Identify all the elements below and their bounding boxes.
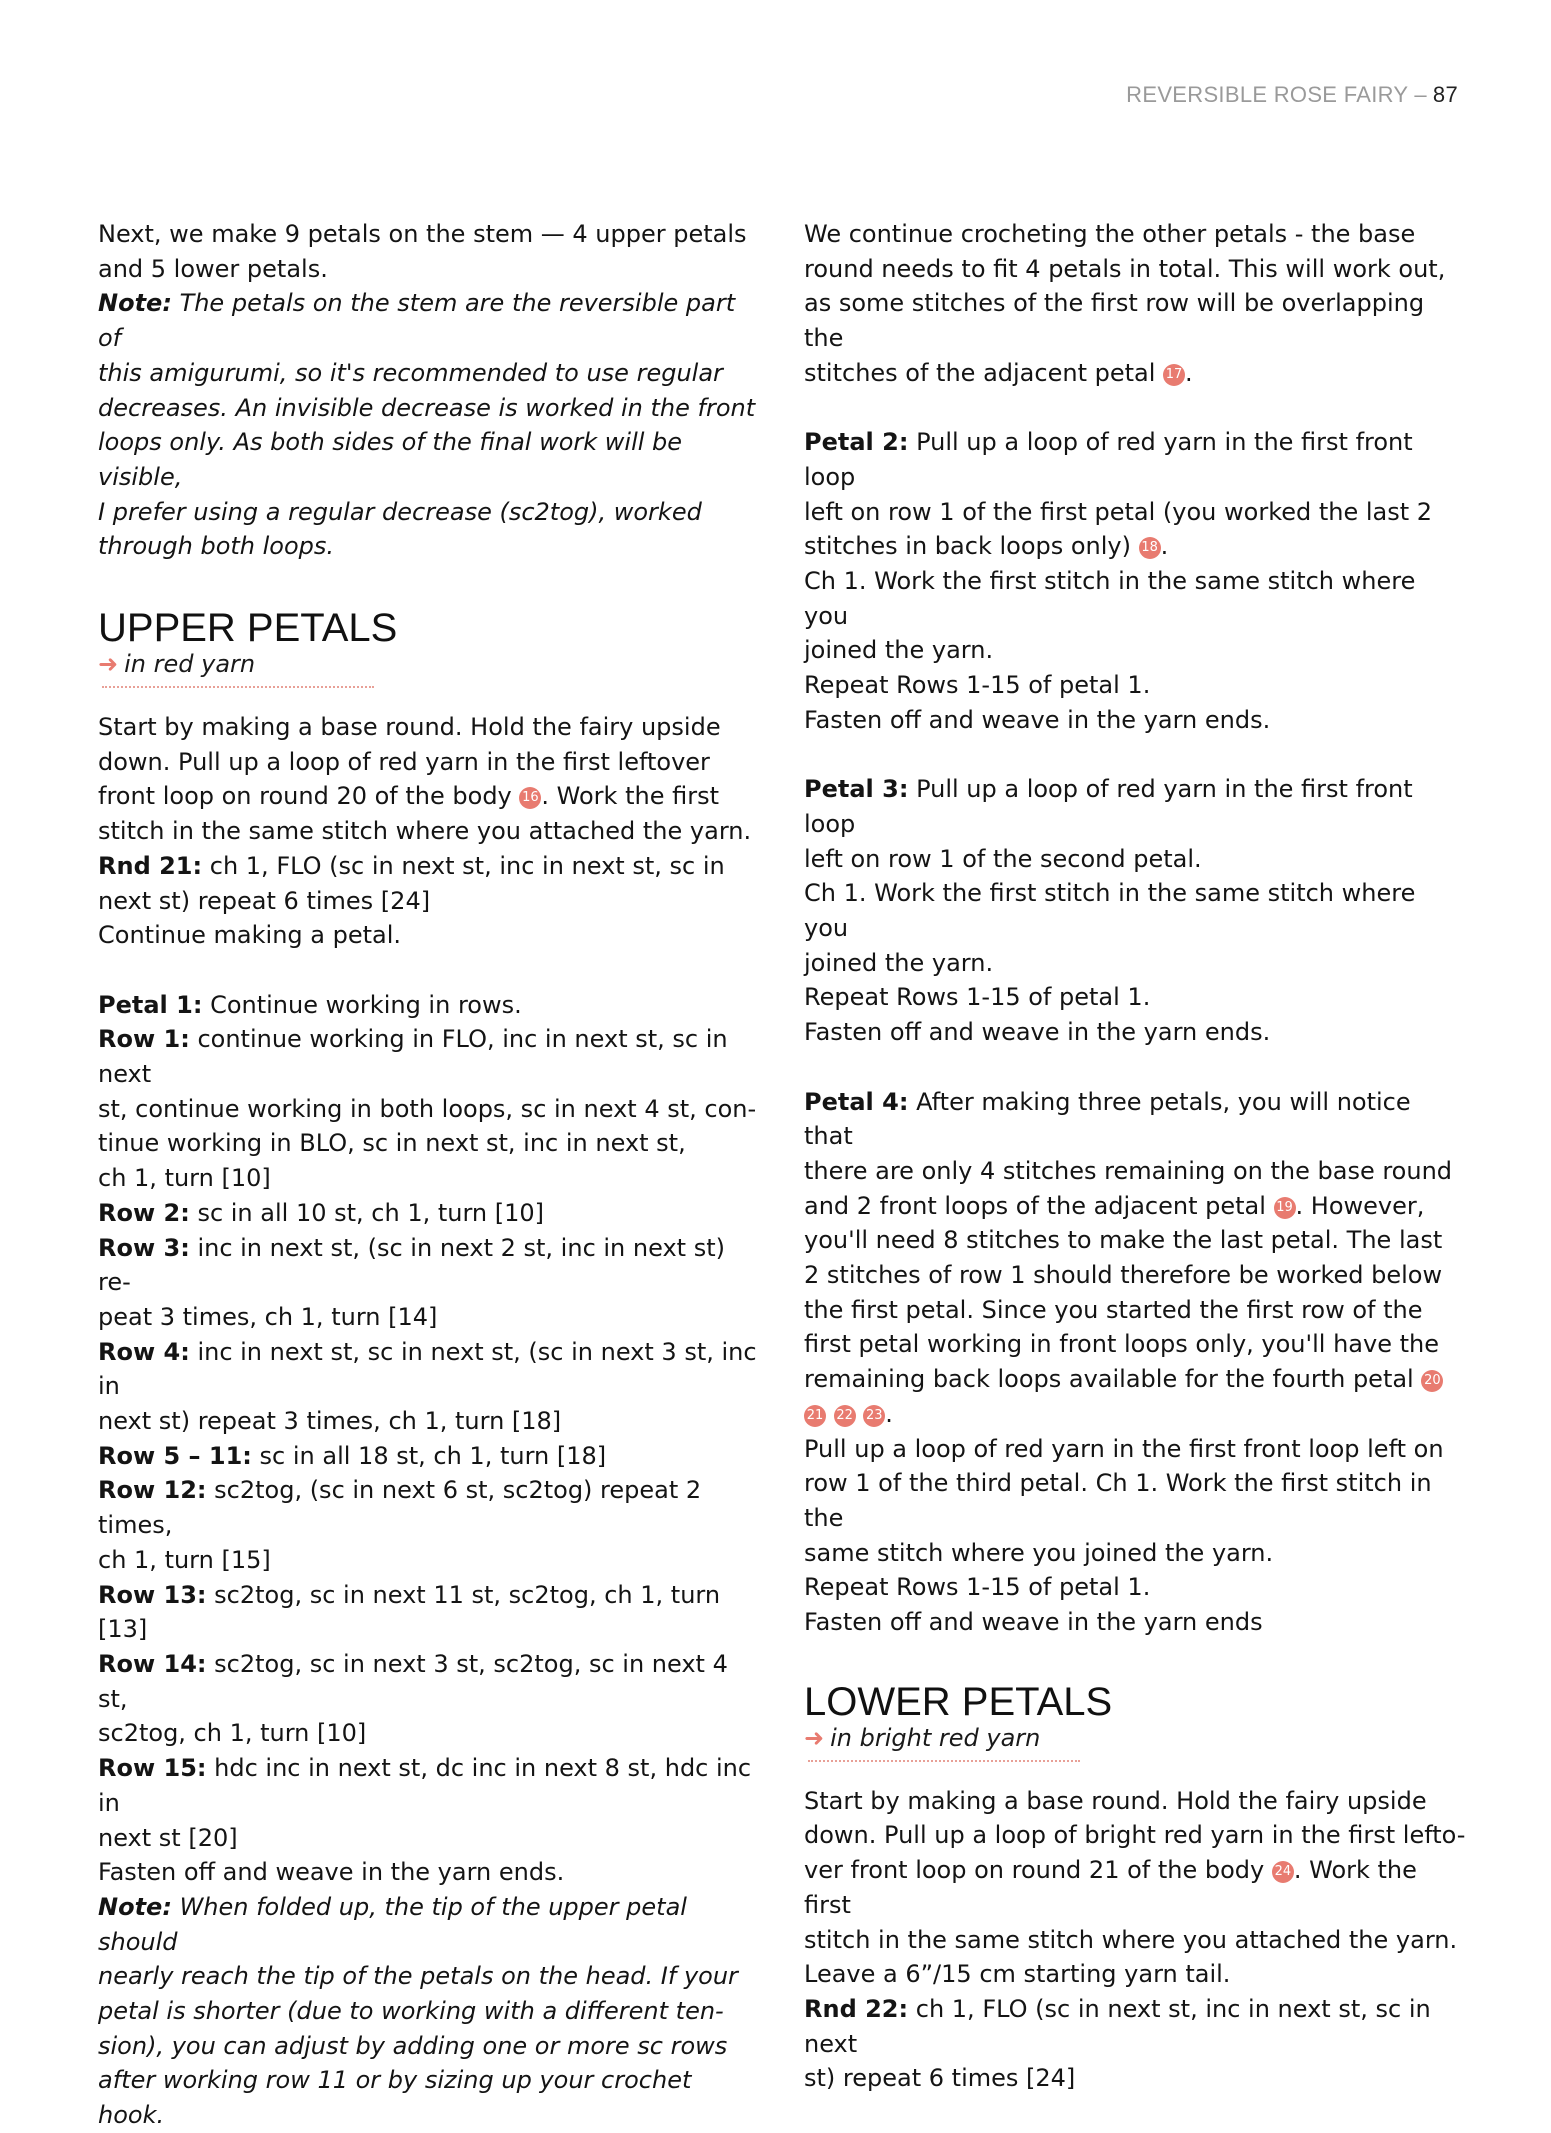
text-line: round needs to fit 4 petals in total. This will work out, bbox=[804, 254, 1446, 283]
text-line: hook. bbox=[98, 2101, 165, 2130]
step-badge: 23 bbox=[863, 1405, 885, 1427]
text-line: Pull up a loop of red yarn in the first front loop bbox=[804, 428, 1413, 491]
text-line: ver front loop on round 21 of the body bbox=[804, 1856, 1265, 1885]
petal-label: Petal 3: bbox=[804, 775, 909, 804]
lower-petals-heading bbox=[804, 1680, 1466, 1762]
text-line: . However, bbox=[1295, 1191, 1425, 1220]
section-subtitle bbox=[804, 1724, 1466, 1752]
running-head bbox=[1126, 82, 1458, 108]
text-line: . bbox=[1160, 532, 1169, 561]
petal-label: Petal 1: bbox=[98, 990, 203, 1019]
text-line: Repeat Rows 1-15 of petal 1. bbox=[804, 983, 1151, 1012]
text-line: inc in next st, sc in next st, (sc in next 3 st, inc in bbox=[98, 1337, 757, 1401]
text-line: ch 1, turn [15] bbox=[98, 1545, 271, 1574]
text-line: Fasten off and weave in the yarn ends. bbox=[804, 705, 1271, 734]
text-line: st, continue working in both loops, sc in next 4 st, con- bbox=[98, 1094, 757, 1123]
text-line: sc in all 10 st, ch 1, turn [10] bbox=[197, 1198, 545, 1227]
text-line: remaining back loops available for the fourth petal bbox=[804, 1365, 1414, 1394]
text-line: and 5 lower petals. bbox=[98, 254, 328, 283]
row-label: Row 14: bbox=[98, 1650, 207, 1678]
right-column bbox=[804, 217, 1466, 2096]
dotted-divider bbox=[808, 1760, 1080, 1762]
text-line: 2 stitches of row 1 should therefore be worked below bbox=[804, 1261, 1443, 1290]
text-line: ch 1, FLO (sc in next st, inc in next st, sc in bbox=[209, 851, 725, 880]
text-line: down. Pull up a loop of bright red yarn in the first lefto- bbox=[804, 1821, 1466, 1850]
row-label: Row 15: bbox=[98, 1754, 207, 1783]
text-line: Pull up a loop of red yarn in the first front loop bbox=[804, 775, 1413, 838]
text-line: I prefer using a regular decrease (sc2tog), worked bbox=[98, 497, 702, 526]
section-subtitle bbox=[98, 650, 758, 678]
row-label: Rnd 22: bbox=[804, 1995, 909, 2023]
text-line: sc in all 18 st, ch 1, turn [18] bbox=[259, 1441, 607, 1470]
text-line: same stitch where you joined the yarn. bbox=[804, 1538, 1274, 1567]
text-line: Leave a 6”/15 cm starting yarn tail. bbox=[804, 1960, 1231, 1989]
text-line: The petals on the stem are the reversible part of bbox=[98, 289, 736, 353]
text-line: next st) repeat 6 times [24] bbox=[98, 886, 431, 915]
text-line: after working row 11 or by sizing up your crochet bbox=[98, 2066, 692, 2095]
petal-label: Petal 4: bbox=[804, 1087, 909, 1116]
text-line: decreases. An invisible decrease is worked in the front bbox=[98, 393, 756, 422]
text-line: Fasten off and weave in the yarn ends bbox=[804, 1608, 1263, 1637]
text-line: continue working in FLO, inc in next st, sc in next bbox=[98, 1025, 728, 1089]
row-label: Row 4: bbox=[98, 1337, 190, 1366]
text-line: this amigurumi, so it's recommended to use regular bbox=[98, 358, 723, 387]
running-title: REVERSIBLE ROSE FAIRY bbox=[1126, 82, 1409, 107]
text-line: We continue crocheting the other petals - the base bbox=[804, 220, 1416, 248]
arrow-right-icon: ➜ bbox=[98, 650, 119, 679]
text-line: front loop on round 20 of the body bbox=[98, 782, 512, 811]
petal-label: Petal 2: bbox=[804, 428, 909, 457]
text-line: there are only 4 stitches remaining on the base round bbox=[804, 1156, 1453, 1185]
text-line: Start by making a base round. Hold the fairy upside bbox=[804, 1786, 1427, 1815]
step-badge: 19 bbox=[1274, 1197, 1296, 1219]
row-label: Row 2: bbox=[98, 1198, 190, 1227]
subtitle-text: in bright red yarn bbox=[830, 1723, 1041, 1752]
text-line: sc2tog, (sc in next 6 st, sc2tog) repeat 2 times, bbox=[98, 1476, 702, 1540]
dotted-divider bbox=[102, 686, 374, 688]
text-line: hdc inc in next st, dc inc in next 8 st, hdc inc in bbox=[98, 1754, 752, 1817]
text-line: Repeat Rows 1-15 of petal 1. bbox=[804, 1573, 1151, 1602]
text-line: left on row 1 of the second petal. bbox=[804, 844, 1202, 873]
note-block bbox=[98, 286, 758, 564]
text-line: left on row 1 of the first petal (you worked the last 2 bbox=[804, 497, 1433, 526]
row-label: Rnd 21: bbox=[98, 851, 203, 880]
note-label: Note: bbox=[98, 289, 172, 318]
text-line: Fasten off and weave in the yarn ends. bbox=[804, 1018, 1271, 1047]
text-line: petal is shorter (due to working with a different ten- bbox=[98, 1997, 724, 2026]
text-line: peat 3 times, ch 1, turn [14] bbox=[98, 1302, 438, 1331]
text-line: down. Pull up a loop of red yarn in the first leftover bbox=[98, 747, 710, 776]
text-line: next st [20] bbox=[98, 1823, 238, 1852]
step-badge: 16 bbox=[519, 787, 541, 809]
page-number: 87 bbox=[1432, 82, 1458, 107]
text-line: first petal working in front loops only, you'll have the bbox=[804, 1330, 1439, 1359]
text-line: Start by making a base round. Hold the fairy upside bbox=[98, 713, 721, 742]
upper-petals-heading bbox=[98, 606, 758, 688]
text-line: Next, we make 9 petals on the stem — 4 upper petals bbox=[98, 220, 747, 248]
text-line: Continue making a petal. bbox=[98, 921, 402, 950]
note-label: Note: bbox=[98, 1892, 172, 1921]
text-line: stitch in the same stitch where you attached the yarn. bbox=[804, 1925, 1458, 1954]
step-badge: 22 bbox=[834, 1405, 856, 1427]
row-label: Row 1: bbox=[98, 1025, 190, 1054]
text-line: . Work the first bbox=[804, 1856, 1417, 1919]
text-line: stitches in back loops only) bbox=[804, 532, 1131, 561]
note-block bbox=[98, 1890, 758, 2133]
text-line: ch 1, turn [10] bbox=[98, 1164, 271, 1193]
text-line: sion), you can adjust by adding one or more sc rows bbox=[98, 2031, 728, 2060]
text-line: as some stitches of the first row will be overlapping the bbox=[804, 289, 1425, 353]
row-label: Row 5 – 11: bbox=[98, 1441, 252, 1470]
text-line: joined the yarn. bbox=[804, 948, 994, 977]
row-label: Row 3: bbox=[98, 1233, 190, 1262]
section-title: LOWER PETALS bbox=[804, 1679, 1113, 1724]
text-line: st) repeat 6 times [24] bbox=[804, 2064, 1076, 2093]
text-line: sc2tog, sc in next 3 st, sc2tog, sc in next 4 st, bbox=[98, 1650, 728, 1713]
text-line: When folded up, the tip of the upper petal should bbox=[98, 1892, 687, 1956]
left-column bbox=[98, 217, 758, 2133]
text-line: . Work the first bbox=[541, 782, 719, 811]
text-line: stitches of the adjacent petal bbox=[804, 358, 1156, 387]
arrow-right-icon: ➜ bbox=[804, 1723, 825, 1752]
step-badge: 18 bbox=[1139, 537, 1161, 559]
text-line: the first petal. Since you started the first row of the bbox=[804, 1295, 1423, 1324]
step-badge: 20 bbox=[1421, 1370, 1443, 1392]
text-line: Fasten off and weave in the yarn ends. bbox=[98, 1858, 565, 1887]
row-label: Row 13: bbox=[98, 1580, 207, 1609]
text-line: Continue working in rows. bbox=[210, 990, 522, 1019]
running-head-separator: – bbox=[1414, 82, 1427, 107]
text-line: Repeat Rows 1-15 of petal 1. bbox=[804, 671, 1151, 700]
text-line: . bbox=[885, 1399, 893, 1428]
text-line: ch 1, FLO (sc in next st, inc in next st, sc in next bbox=[804, 1995, 1431, 2058]
text-line: After making three petals, you will notice that bbox=[804, 1087, 1411, 1151]
text-line: Ch 1. Work the first stitch in the same stitch where you bbox=[804, 879, 1416, 943]
text-line: you'll need 8 stitches to make the last petal. The last bbox=[804, 1226, 1443, 1255]
text-line: joined the yarn. bbox=[804, 636, 994, 665]
step-badge: 21 bbox=[804, 1405, 826, 1427]
text-line: sc2tog, ch 1, turn [10] bbox=[98, 1719, 367, 1748]
text-line: next st) repeat 3 times, ch 1, turn [18] bbox=[98, 1407, 562, 1436]
row-label: Row 12: bbox=[98, 1476, 207, 1505]
text-line: tinue working in BLO, sc in next st, inc in next st, bbox=[98, 1129, 686, 1158]
subtitle-text: in red yarn bbox=[124, 650, 256, 679]
text-line: stitch in the same stitch where you attached the yarn. bbox=[98, 817, 752, 846]
text-line: nearly reach the tip of the petals on the head. If your bbox=[98, 1962, 738, 1991]
text-line: Pull up a loop of red yarn in the first front loop left on bbox=[804, 1434, 1444, 1463]
step-badge: 17 bbox=[1163, 364, 1185, 386]
text-line: loops only. As both sides of the final work will be visible, bbox=[98, 428, 683, 491]
text-line: inc in next st, (sc in next 2 st, inc in next st) re- bbox=[98, 1233, 725, 1297]
text-line: . bbox=[1185, 358, 1193, 387]
text-line: through both loops. bbox=[98, 532, 335, 561]
section-title: UPPER PETALS bbox=[98, 606, 398, 651]
step-badge: 24 bbox=[1272, 1861, 1294, 1883]
text-line: and 2 front loops of the adjacent petal bbox=[804, 1191, 1266, 1220]
text-line: sc2tog, sc in next 11 st, sc2tog, ch 1, turn [13] bbox=[98, 1580, 721, 1644]
text-line: Ch 1. Work the first stitch in the same stitch where you bbox=[804, 567, 1416, 630]
text-line: row 1 of the third petal. Ch 1. Work the first stitch in the bbox=[804, 1469, 1432, 1532]
